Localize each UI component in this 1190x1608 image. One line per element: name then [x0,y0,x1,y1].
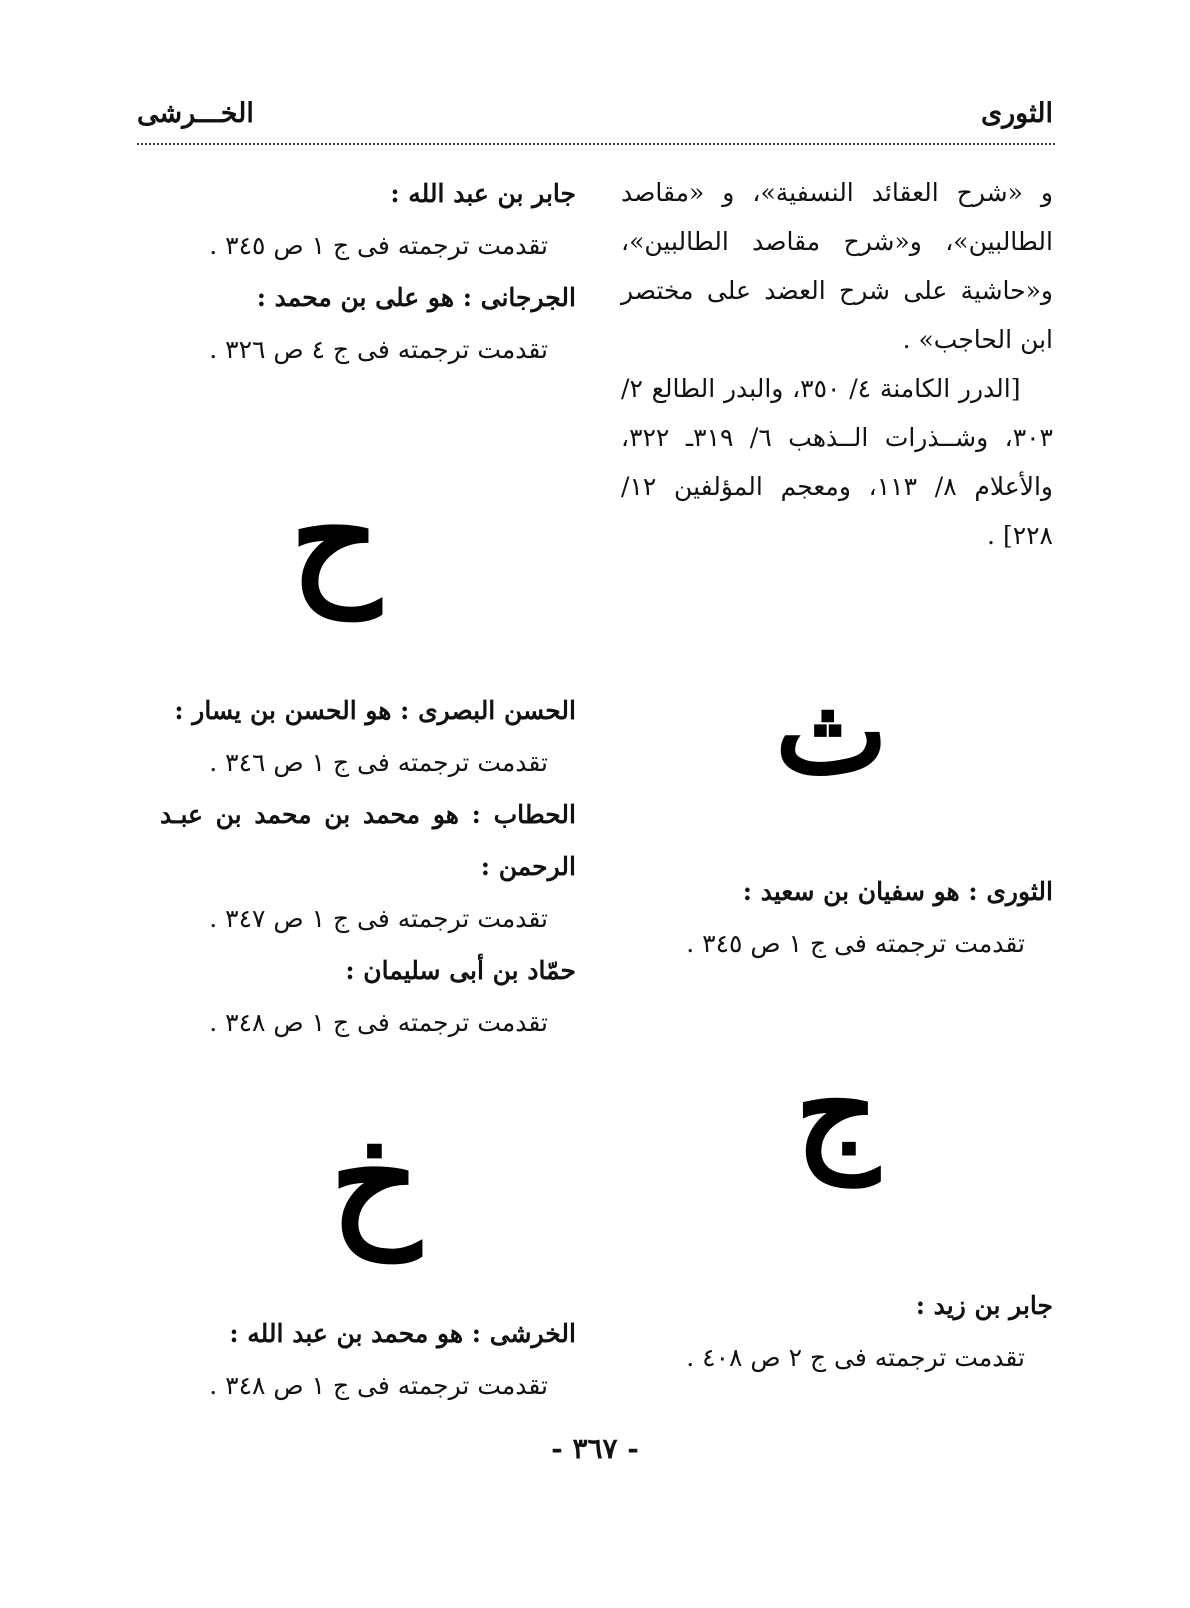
left-column-top [160,168,576,376]
entry-name: حمّاد بن أبى سليمان : [345,956,576,985]
paragraph-works: و «شرح العقائد النسفية»، و «مقاصد الطالبين»، و«شرح مقاصد الطالبين»، و«حاشية على شرح العضد على مختصر ابن الحاجب» . [621,178,1053,354]
entry-name: جابر بن عبد الله : [390,179,576,208]
right-column [621,168,1053,560]
section-letter-ha: ح [290,456,381,620]
section-letter-tha: ث [775,661,888,802]
entry-name: الحسن البصرى : هو الحسن بن يسار : [174,696,576,725]
header-divider [137,143,1055,145]
entry-reference: تقدمت ترجمته فى ج ٤ ص ٣٢٦ . [209,335,548,364]
entry-reference: تقدمت ترجمته فى ج ١ ص ٣٤٧ . [209,904,548,933]
entry-name: الخرشى : هو محمد بن عبد الله : [229,1319,576,1348]
entry-reference: تقدمت ترجمته فى ج ١ ص ٣٤٨ . [209,1371,548,1400]
section-letter-jim: ج [795,1033,879,1186]
entry-reference: تقدمت ترجمته فى ج ١ ص ٣٤٨ . [209,1008,548,1037]
section-kha-entries [160,1308,576,1412]
entry-reference: تقدمت ترجمته فى ج ١ ص ٣٤٥ . [209,231,548,260]
entry-reference: تقدمت ترجمته فى ج ١ ص ٣٤٥ . [686,929,1025,958]
section-jim-entries [621,1280,1053,1384]
paragraph-sources: [الدرر الكامنة ٤/ ٣٥٠، والبدر الطالع ٢/ ٣٠٣، وشــذرات الــذهب ٦/ ٣١٩ـ ٣٢٢، والأعلام ٨/ ١١٣، ومعجم المؤلفين ١٢/ ٢٢٨] . [621,374,1053,550]
running-header-left: الخـــرشى [137,98,254,129]
section-letter-kha: خ [330,1098,421,1262]
section-tha-entries [621,866,1053,970]
entry-name: الحطاب : هو محمد بن محمد بن عبـد الرحمن : [160,800,576,881]
entry-reference: تقدمت ترجمته فى ج ١ ص ٣٤٦ . [209,748,548,777]
entry-name: جابر بن زيد : [915,1291,1053,1320]
entry-name: الثورى : هو سفيان بن سعيد : [742,877,1053,906]
section-ha-entries [160,685,576,1049]
running-header-right: الثورى [981,98,1053,129]
entry-reference: تقدمت ترجمته فى ج ٢ ص ٤٠٨ . [686,1343,1025,1372]
entry-name: الجرجانى : هو على بن محمد : [256,283,576,312]
page-number: - ٣٦٧ - [551,1432,639,1465]
